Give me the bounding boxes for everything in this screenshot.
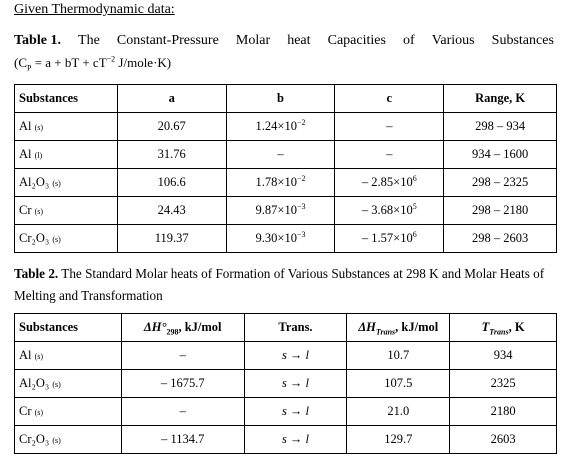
substance-cell: Al (l): [15, 141, 118, 169]
caption-word: Various: [431, 33, 475, 48]
range-cell: 298 – 2325: [444, 169, 557, 197]
c-cell: – $2.85\times 10^6$: [335, 169, 444, 197]
dhtrans-cell: 10.7: [347, 342, 450, 370]
caption-word: of: [403, 33, 415, 48]
column-header: b: [226, 85, 335, 113]
table1-caption-label: Table 1.: [14, 33, 61, 48]
caption-word: The: [78, 33, 100, 48]
table-row: [15, 426, 557, 454]
column-header: $\Delta H_{Trans}$, kJ/mol: [347, 314, 450, 342]
substance-cell: Al₂O₃ (s): [15, 169, 118, 197]
caption-word: heat: [287, 33, 311, 48]
dh298-cell: –: [121, 342, 244, 370]
c-cell: – $1.57\times 10^6$: [335, 225, 444, 253]
column-header: a: [117, 85, 226, 113]
ttrans-cell: 2180: [450, 398, 557, 426]
column-header: c: [335, 85, 444, 113]
trans-cell: s → l: [244, 370, 347, 398]
table-row: [15, 225, 557, 253]
substance-cell: Al (s): [15, 342, 122, 370]
a-cell: 119.37: [117, 225, 226, 253]
column-header: Substances: [15, 314, 122, 342]
table-header-row: [15, 85, 557, 113]
b-cell: $9.30\times 10^{-3}$: [226, 225, 335, 253]
formation-heat-table: [14, 313, 557, 454]
table-row: [15, 141, 557, 169]
range-cell: 298 – 934: [444, 113, 557, 141]
dhtrans-cell: 21.0: [347, 398, 450, 426]
column-header: Substances: [15, 85, 118, 113]
table1-formula: ($C_P = a$ + bT + $cT^{-2}$ J/mole·K): [14, 54, 172, 73]
caption-word: Substances: [491, 33, 554, 48]
substance-cell: Al₂O₃ (s): [15, 370, 122, 398]
ttrans-cell: 2325: [450, 370, 557, 398]
table-row: [15, 113, 557, 141]
heat-capacity-table: [14, 84, 557, 253]
range-cell: 298 – 2180: [444, 197, 557, 225]
dhtrans-cell: 107.5: [347, 370, 450, 398]
table-row: [15, 370, 557, 398]
substance-cell: Cr₂O₃ (s): [15, 426, 122, 454]
b-cell: –: [226, 141, 335, 169]
table-header-row: [15, 314, 557, 342]
dhtrans-cell: 129.7: [347, 426, 450, 454]
table-row: [15, 398, 557, 426]
c-cell: – $3.68\times 10^5$: [335, 197, 444, 225]
substance-cell: Cr₂O₃ (s): [15, 225, 118, 253]
table-row: [15, 342, 557, 370]
c-cell: –: [335, 141, 444, 169]
column-header: Range, K: [444, 85, 557, 113]
caption-word: Capacities: [327, 33, 386, 48]
table2-caption-text: The Standard Molar heats of Formation of Various Substances at 298 K and Molar Heats of Melting and Transformation: [14, 266, 545, 303]
trans-cell: s → l: [244, 398, 347, 426]
range-cell: 298 – 2603: [444, 225, 557, 253]
caption-word: Molar: [235, 33, 271, 48]
column-header: Trans.: [244, 314, 347, 342]
range-cell: 934 – 1600: [444, 141, 557, 169]
ttrans-cell: 934: [450, 342, 557, 370]
substance-cell: Al (s): [15, 113, 118, 141]
a-cell: 20.67: [117, 113, 226, 141]
column-header: $T_{Trans}$, K: [450, 314, 557, 342]
dh298-cell: – 1134.7: [121, 426, 244, 454]
a-cell: 106.6: [117, 169, 226, 197]
b-cell: $1.78\times 10^{-2}$: [226, 169, 335, 197]
table-row: [15, 169, 557, 197]
table2-caption-label: Table 2.: [14, 266, 59, 281]
dh298-cell: –: [121, 398, 244, 426]
table-row: [15, 197, 557, 225]
b-cell: $1.24\times 10^{-2}$: [226, 113, 335, 141]
table1-caption: [14, 30, 554, 74]
caption-word: Constant-Pressure: [116, 33, 219, 48]
table2-caption: [14, 263, 554, 307]
dh298-cell: – 1675.7: [121, 370, 244, 398]
trans-cell: s → l: [244, 342, 347, 370]
substance-cell: Cr (s): [15, 197, 118, 225]
trans-cell: s → l: [244, 426, 347, 454]
page-heading: Given Thermodynamic data:: [14, 2, 175, 17]
b-cell: $9.87\times 10^{-3}$: [226, 197, 335, 225]
c-cell: –: [335, 113, 444, 141]
a-cell: 24.43: [117, 197, 226, 225]
a-cell: 31.76: [117, 141, 226, 169]
substance-cell: Cr (s): [15, 398, 122, 426]
column-header: $\Delta H^\circ_{298}$, kJ/mol: [121, 314, 244, 342]
ttrans-cell: 2603: [450, 426, 557, 454]
